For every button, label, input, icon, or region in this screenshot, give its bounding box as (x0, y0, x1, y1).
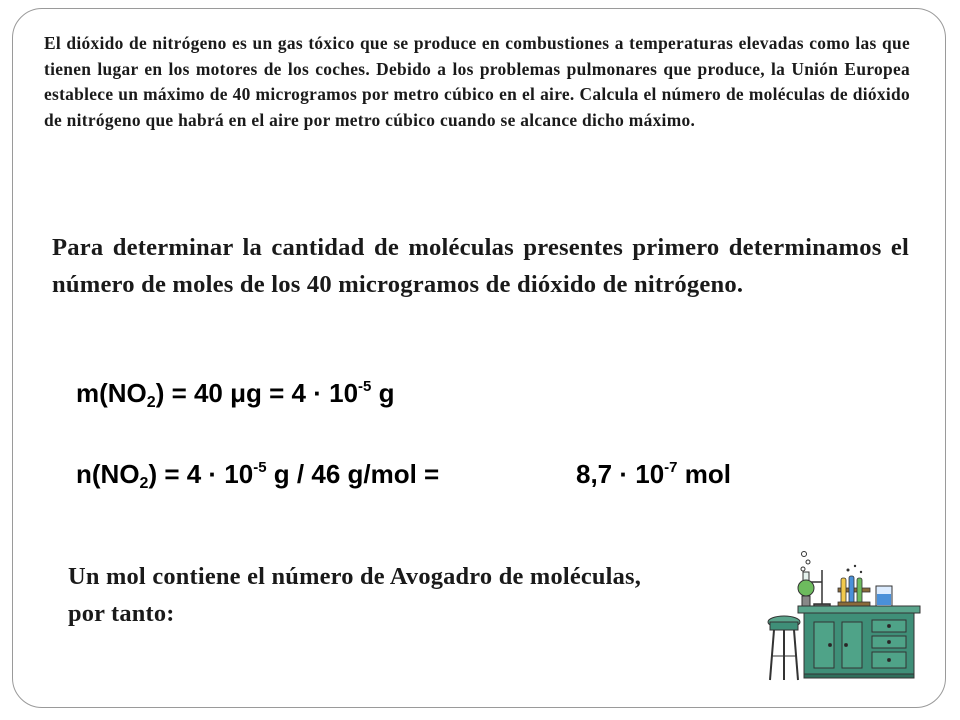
problem-statement: El dióxido de nitrógeno es un gas tóxico que se produce en combustiones a temperaturas elevadas como las que tienen lugar en los motores de los coches. Debido a los problemas pulmonares que produce, la Unión Europea establece un máximo de 40 microgramos por metro cúbico en el aire. Calcula el número de moléculas de dióxido de nitrógeno que habrá en el aire por metro cúbico cuando se alcance dicho máximo. (44, 33, 910, 131)
mass-formula-middle: ) = 40 μg = 4 · 10 (155, 378, 359, 408)
mass-formula (76, 378, 394, 412)
moles-formula-lhs: n(NO (76, 459, 140, 489)
mass-formula-unit: g (371, 378, 395, 408)
flask-icon (798, 572, 814, 606)
moles-result-unit: mol (677, 459, 731, 489)
test-tube-rack-icon (838, 565, 870, 606)
moles-formula-exponent: -5 (253, 459, 267, 476)
moles-result-base: 8,7 · 10 (576, 459, 665, 489)
mass-formula-exponent: -5 (358, 378, 372, 395)
moles-formula-middle: ) = 4 · 10 (148, 459, 254, 489)
beaker-icon (876, 586, 892, 606)
bench-cabinet (804, 613, 914, 678)
mass-formula-subscript: 2 (146, 394, 156, 411)
moles-formula (76, 459, 439, 493)
moles-formula-subscript: 2 (139, 475, 149, 492)
stool-icon (768, 616, 800, 680)
moles-formula-rest: g / 46 g/mol = (266, 459, 440, 489)
moles-result (576, 459, 731, 490)
mass-formula-lhs: m(NO (76, 378, 147, 408)
lab-bench-illustration (762, 548, 922, 688)
bench-top (798, 606, 920, 613)
explanation-paragraph: Para determinar la cantidad de moléculas presentes primero determinamos el número de moles de los 40 microgramos de dióxido de nitrógeno. (52, 234, 909, 298)
moles-result-exponent: -7 (664, 459, 678, 476)
conclusion-paragraph: Un mol contiene el número de Avogadro de moléculas, por tanto: (68, 563, 641, 627)
bubbles-icon (801, 552, 810, 572)
